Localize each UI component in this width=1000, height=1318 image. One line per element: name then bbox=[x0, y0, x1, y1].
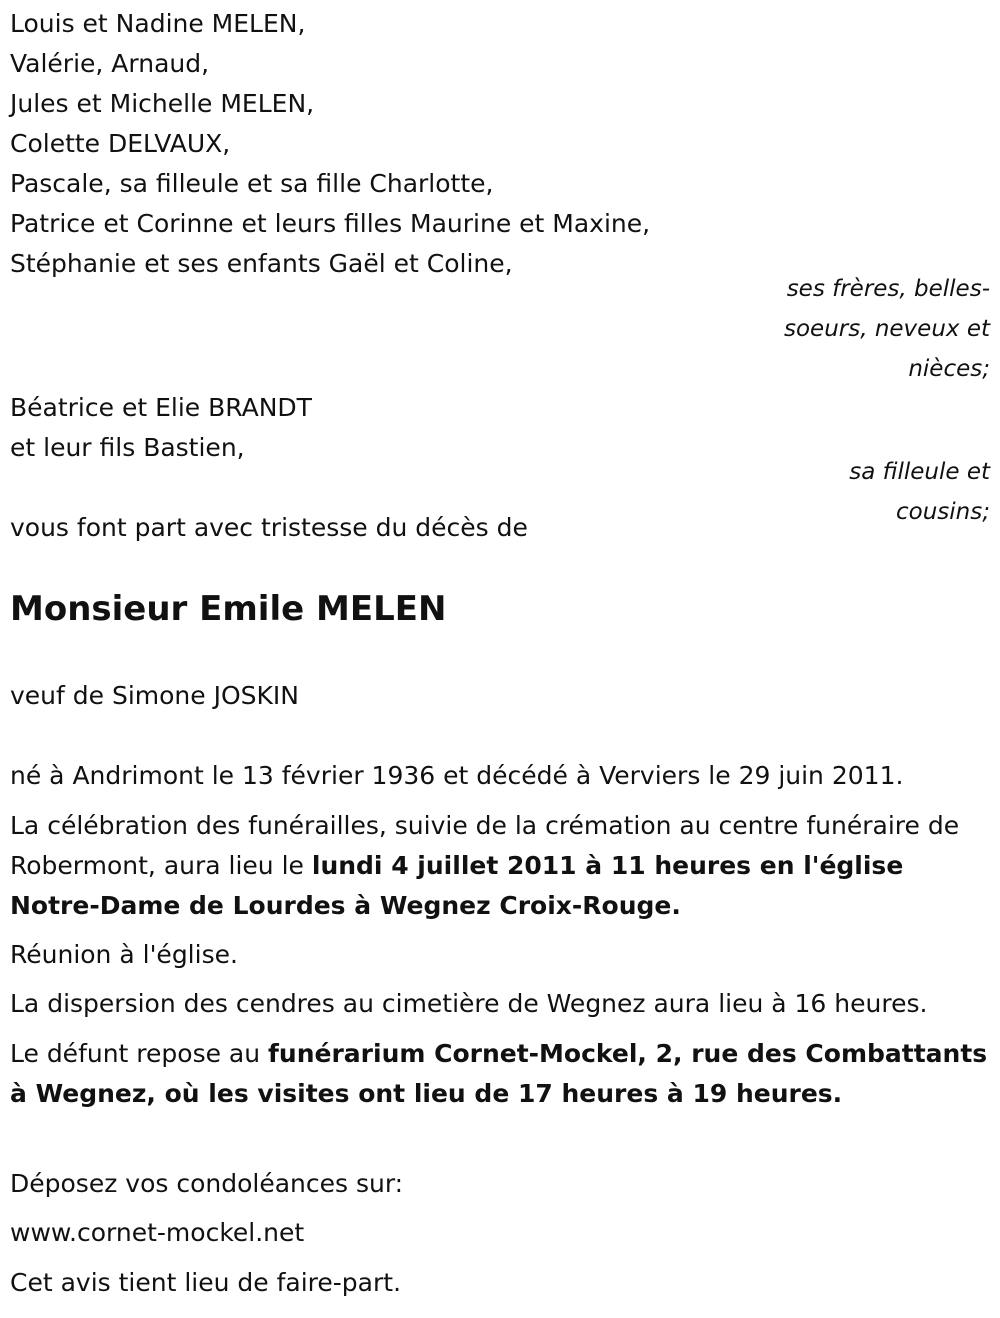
family-line-4: Colette DELVAUX, bbox=[10, 129, 231, 158]
deceased-name: Monsieur Emile MELEN bbox=[10, 589, 447, 629]
reunion-line: Réunion à l'église. bbox=[10, 940, 238, 969]
second-group-line-1: Béatrice et Elie BRANDT bbox=[10, 393, 312, 422]
repose-details: funérarium Cornet-Mockel, 2, rue des Combattants à Wegnez, où les visites ont lieu de 17 heures à 19 heures. bbox=[10, 1039, 988, 1108]
family-line-3: Jules et Michelle MELEN, bbox=[10, 89, 315, 118]
ceremony-paragraph bbox=[10, 806, 990, 926]
family-line-1: Louis et Nadine MELEN, bbox=[10, 9, 306, 38]
website-link[interactable]: www.cornet-mockel.net bbox=[10, 1218, 305, 1247]
dispersion-line: La dispersion des cendres au cimetière de Wegnez aura lieu à 16 heures. bbox=[10, 989, 928, 1018]
relation-note-1-line-1: ses frères, belles- bbox=[786, 276, 990, 302]
ceremony-text: La célébration des funérailles, suivie de la crémation au centre funéraire de Robermont, aura lieu le bbox=[10, 811, 960, 880]
family-line-2: Valérie, Arnaud, bbox=[10, 49, 210, 78]
second-group-line-2: et leur fils Bastien, bbox=[10, 433, 245, 462]
relation-note-2-line-1: sa filleule et bbox=[849, 459, 990, 485]
condolences-label: Déposez vos condoléances sur: bbox=[10, 1169, 404, 1198]
widower-line: veuf de Simone JOSKIN bbox=[10, 681, 299, 710]
family-line-5: Pascale, sa filleule et sa fille Charlotte, bbox=[10, 169, 494, 198]
relation-note-2-line-2: cousins; bbox=[896, 499, 990, 525]
relation-note-1-line-2: soeurs, neveux et bbox=[783, 316, 990, 342]
relation-note-1-line-3: nièces; bbox=[908, 356, 990, 382]
birth-death-line: né à Andrimont le 13 février 1936 et décédé à Verviers le 29 juin 2011. bbox=[10, 761, 904, 790]
intro-line: vous font part avec tristesse du décès de bbox=[10, 513, 528, 542]
family-line-7: Stéphanie et ses enfants Gaël et Coline, bbox=[10, 249, 513, 278]
repose-text: Le défunt repose au bbox=[10, 1039, 269, 1068]
closing-line: Cet avis tient lieu de faire-part. bbox=[10, 1268, 402, 1297]
family-line-6: Patrice et Corinne et leurs filles Maurine et Maxine, bbox=[10, 209, 651, 238]
repose-paragraph bbox=[10, 1034, 990, 1114]
ceremony-details: lundi 4 juillet 2011 à 11 heures en l'église Notre-Dame de Lourdes à Wegnez Croix-Rouge. bbox=[10, 851, 904, 920]
